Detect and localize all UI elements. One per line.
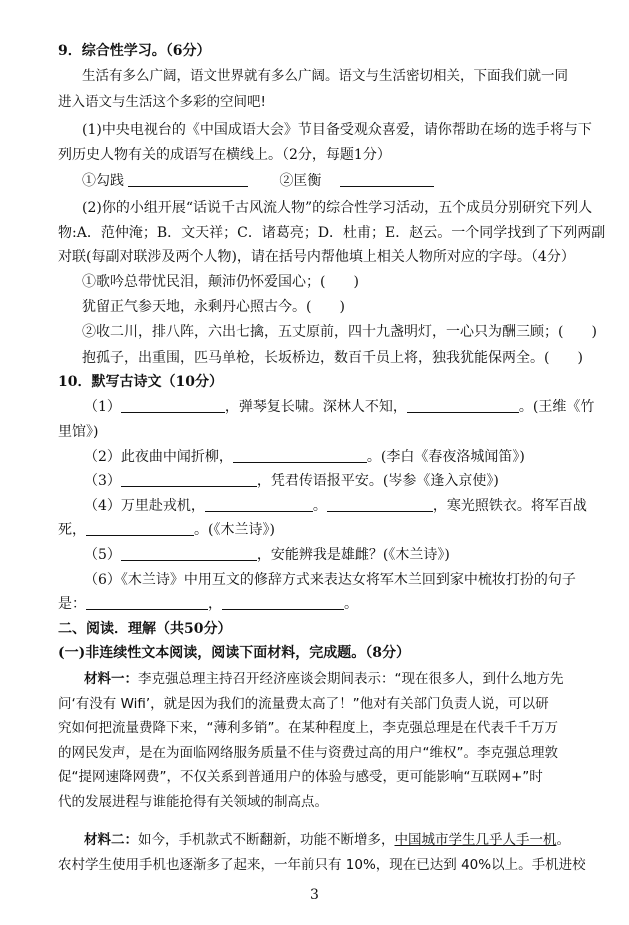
material-1-line-3: 究如何把流量费降下来，“薄利多销”。在某种程度上，李克强总理是在代表千千万万	[58, 720, 558, 736]
q10-line-1: （1） ，弹琴复长啸。深林人不知， 。(王维《竹	[84, 399, 595, 415]
answer-blank[interactable]	[222, 595, 344, 610]
q10-heading: 10．默写古诗文（10分）	[58, 374, 223, 390]
q10-line-4-cont: 死， 。(《木兰诗》)	[58, 522, 275, 538]
couplet-1-second: 犹留正气参天地，永剩丹心照古今。( )	[82, 299, 345, 315]
q9-heading: 9．综合性学习。（6分）	[58, 43, 211, 59]
q10-line-3: （3） ，凭君传语报平安。(岑参《逢入京使》)	[84, 473, 499, 489]
material-2-line-2: 农村学生使用手机也逐渐多了起来，一年前只有 10%，现在已达到 40%以上。手机进校	[58, 857, 586, 873]
q10-line-1-cont: 里馆》)	[58, 424, 99, 440]
section-2-heading: 二、阅读．理解（共50分）	[58, 621, 232, 637]
answer-blank[interactable]	[121, 472, 257, 487]
material-2-label: 材料二：	[84, 832, 138, 848]
q9-part1-line-2: 列历史人物有关的成语写在横线上。（2分，每题1分）	[58, 147, 391, 163]
couplet-2-first: ②收二川，排八阵，六出七擒，五丈原前，四十九盏明灯，一心只为酬三顾；( )	[82, 324, 597, 340]
q9-part2-line-2: 物:A．范仲淹；B．文天祥；C．诸葛亮；D．杜甫；E．赵云。一个同学找到了下列两副	[58, 225, 606, 241]
q10-line-2: （2）此夜曲中闻折柳， 。(李白《春夜洛城闻笛》)	[84, 449, 525, 465]
q9-part2-line-3: 对联(每副对联涉及两个人物)，请在括号内帮他填上相关人物所对应的字母。（4分）	[58, 249, 575, 265]
q9-intro-line-1: 生活有多么广阔，语文世界就有多么广阔。语文与生活密切相关，下面我们就一同	[82, 68, 568, 84]
section-2-subheading: (一)非连续性文本阅读，阅读下面材料，完成题。（8分）	[58, 645, 410, 661]
material-1-line-6: 代的发展进程与谁能抢得有关领域的制高点。	[58, 794, 328, 810]
q9-part2-line-1: (2)你的小组开展“话说千古风流人物”的综合性学习活动，五个成员分别研究下列人	[82, 200, 593, 216]
answer-blank[interactable]	[340, 172, 434, 187]
answer-blank[interactable]	[327, 497, 433, 512]
material-1-line-1: 材料一：李克强总理主持召开经济座谈会期间表示：“现在很多人，到什么地方先	[84, 671, 564, 687]
q10-line-6: （6）《木兰诗》中用互文的修辞方式来表达女将军木兰回到家中梳妆打扮的句子	[84, 572, 576, 588]
answer-blank[interactable]	[121, 398, 225, 413]
q9-part1-answers	[82, 172, 434, 190]
answer-blank[interactable]	[121, 546, 257, 561]
q9-part1-line-1: (1)中央电视台的《中国成语大会》节目备受观众喜爱，请你帮助在场的选手将与下	[82, 122, 592, 138]
q10-line-6-cont: 是： ， 。	[58, 596, 358, 612]
q9-item-goujian: ①勾践	[82, 173, 124, 189]
q10-line-4: （4）万里赴戎机， 。 ，寒光照铁衣。将军百战	[84, 498, 587, 514]
material-2-line-1: 材料二：如今，手机款式不断翻新，功能不断增多，中国城市学生几乎人手一机。	[84, 832, 570, 848]
answer-blank[interactable]	[86, 521, 194, 536]
underlined-phrase: 中国城市学生几乎人手一机	[394, 832, 557, 848]
material-1-line-4: 的网民发声，是在为面临网络服务质量不佳与资费过高的用户“维权”。李克强总理敦	[58, 745, 558, 761]
material-1-line-2: 问‘有没有 Wifi’，就是因为我们的流量费太高了！”他对有关部门负责人说，可以研	[58, 696, 549, 712]
q9-item-kuangheng: ②匡衡	[279, 173, 322, 189]
answer-blank[interactable]	[128, 172, 248, 187]
q10-line-5: （5） ，安能辨我是雄雌？(《木兰诗》)	[84, 547, 450, 563]
material-1-label: 材料一：	[84, 671, 138, 687]
couplet-2-second: 抱孤子，出重围，匹马单枪，长坂桥边，数百千员上将，独我犹能保两全。( )	[82, 350, 583, 366]
material-1-line-5: 促“提网速降网费”，不仅关系到普通用户的体验与感受，更可能影响“互联网+”时	[58, 769, 543, 785]
couplet-1-first: ①歌吟总带忧民泪，颠沛仍怀爱国心；( )	[82, 274, 359, 290]
answer-blank[interactable]	[233, 448, 367, 463]
answer-blank[interactable]	[205, 497, 313, 512]
q9-intro-line-2: 进入语文与生活这个多彩的空间吧!	[58, 94, 266, 110]
page-number: 3	[310, 887, 319, 903]
answer-blank[interactable]	[86, 595, 208, 610]
answer-blank[interactable]	[407, 398, 519, 413]
